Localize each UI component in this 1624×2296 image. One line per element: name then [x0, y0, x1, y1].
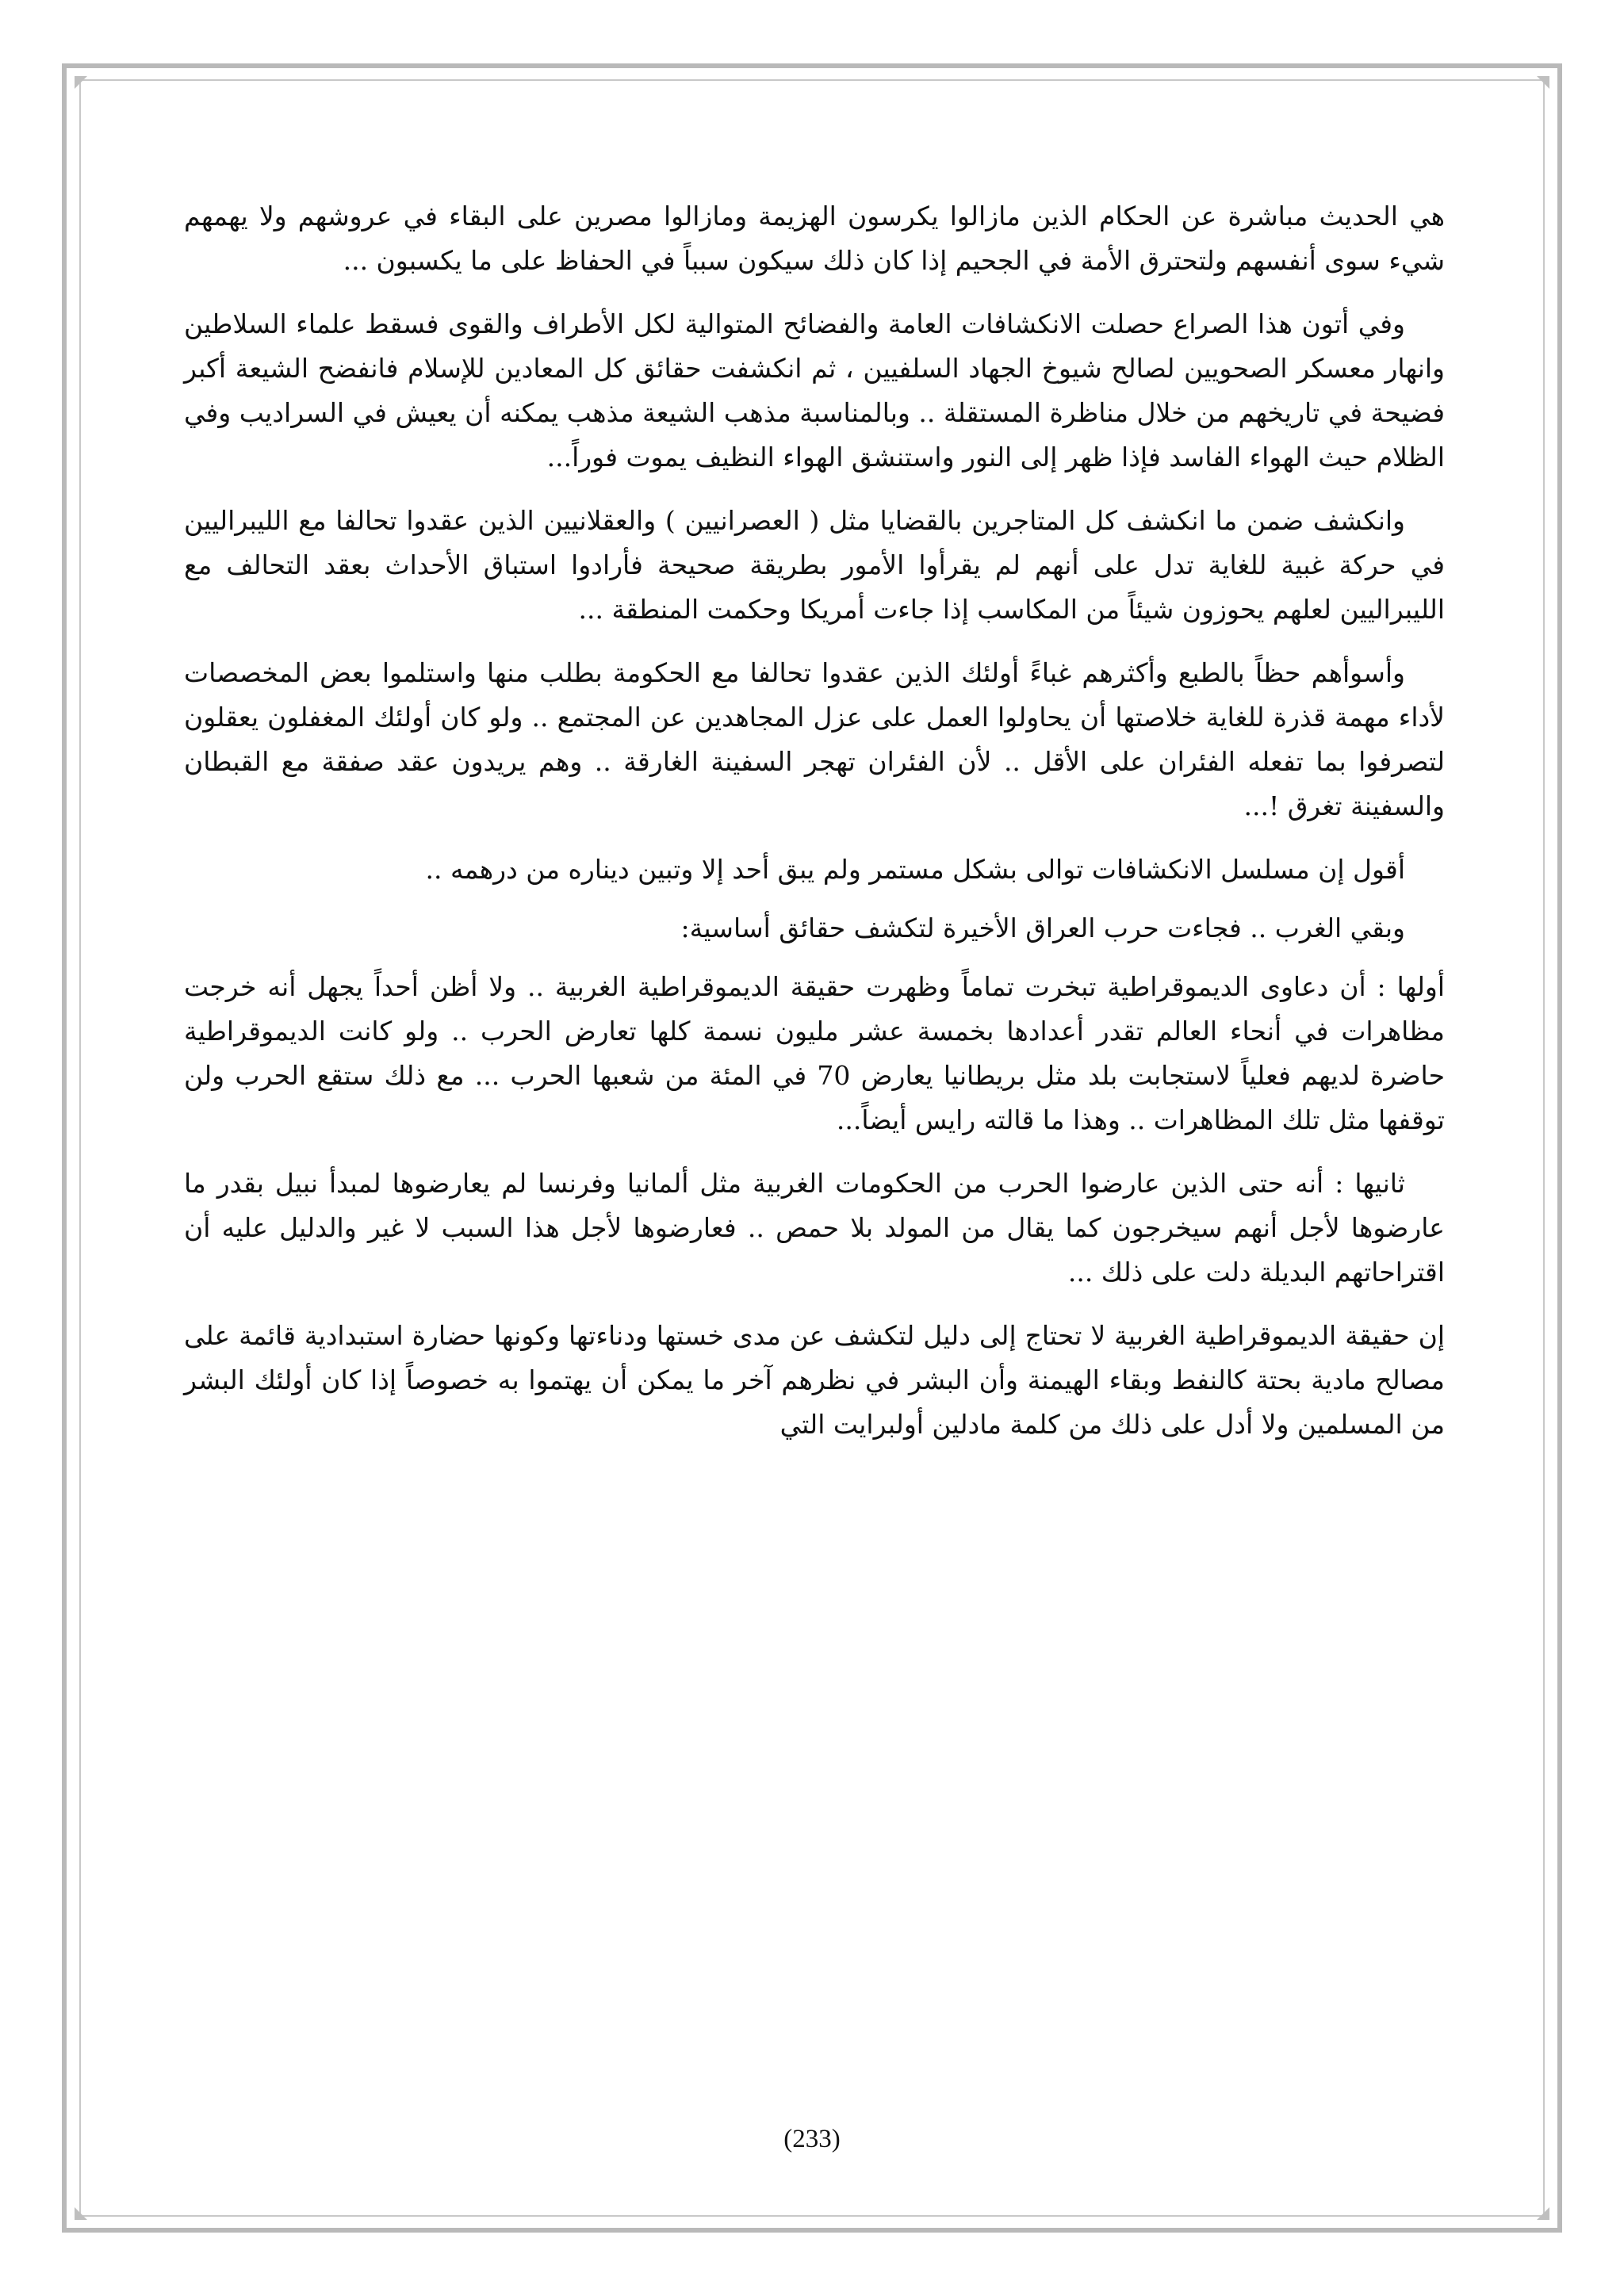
corner-ornament-bottom-right [1537, 2207, 1549, 2220]
corner-ornament-bottom-left [75, 2207, 87, 2220]
paragraph-1: هي الحديث مباشرة عن الحكام الذين مازالوا يكرسون الهزيمة ومازالوا مصرين على البقاء في عروشهم ولا يهمهم شيء سوى أنفسهم ولتحترق الأمة في الجحيم إذا كان ذلك سيكون سبباً في الحفاظ على ما يكسبون ... [184, 201, 1445, 276]
paragraph-8: ثانيها : أنه حتى الذين عارضوا الحرب من الحكومات الغربية مثل ألمانيا وفرنسا لم يعارضوها لمبدأ نبيل بقدر ما عارضوها لأجل أنهم سيخرجون كما يقال من المولد بلا حمص .. فعارضوها لأجل هذا السبب لا غير والدليل عليه أن اقتراحاتهم البديلة دلت على ذلك ... [184, 1168, 1445, 1288]
paragraph-7: أولها : أن دعاوى الديموقراطية تبخرت تماماً وظهرت حقيقة الديموقراطية الغربية .. ولا أظن أحداً يجهل أنه خرجت مظاهرات في أنحاء العالم تقدر أعدادها بخمسة عشر مليون نسمة كلها تعارض الحرب .. ولو كانت الديموقراطية حاضرة لديهم فعلياً لاستجابت بلد مثل بريطانيا يعارض 70 في المئة من شعبها الحرب ... مع ذلك ستقع الحرب ولن توقفها مثل تلك المظاهرات .. وهذا ما قالته رايس أيضاً... [184, 971, 1445, 1135]
corner-ornament-top-right [1537, 76, 1549, 89]
corner-ornament-top-left [75, 76, 87, 89]
paragraph-9: إن حقيقة الديموقراطية الغربية لا تحتاج إلى دليل لتكشف عن مدى خستها ودناءتها وكونها حضارة استبدادية قائمة على مصالح مادية بحتة كالنفط وبقاء الهيمنة وأن البشر في نظرهم آخر ما يمكن أن يهتموا به خصوصاً إذا كان أولئك البشر من المسلمين ولا أدل على ذلك من كلمة مادلين أولبرايت التي [184, 1320, 1445, 1440]
page-number: (233) [783, 2125, 841, 2153]
body-text [184, 194, 1445, 1466]
paragraph-4: وأسوأهم حظاً بالطبع وأكثرهم غباءً أولئك الذين عقدوا تحالفا مع الحكومة بطلب منها واستلموا بعض المخصصات لأداء مهمة قذرة للغاية خلاصتها أن يحاولوا العمل على عزل المجاهدين عن المجتمع .. ولو كان أولئك المغفلون يعقلون لتصرفوا بما تفعله الفئران على الأقل .. لأن الفئران تهجر السفينة الغارقة .. وهم يريدون عقد صفقة مع القبطان والسفينة تغرق !... [184, 657, 1445, 821]
paragraph-5: أقول إن مسلسل الانكشافات توالى بشكل مستمر ولم يبق أحد إلا وتبين ديناره من درهمه .. [425, 854, 1405, 885]
paragraph-2: وفي أتون هذا الصراع حصلت الانكشافات العامة والفضائح المتوالية لكل الأطراف والقوى فسقط علماء السلاطين وانهار معسكر الصحويين لصالح شيوخ الجهاد السلفيين ، ثم انكشفت حقائق كل المعادين للإسلام فانفضح الشيعة أكبر فضيحة في تاريخهم من خلال مناظرة المستقلة .. وبالمناسبة مذهب الشيعة مذهب يمكنه أن يعيش في السراديب وفي الظلام حيث الهواء الفاسد فإذا ظهر إلى النور واستنشق الهواء النظيف يموت فوراً... [184, 308, 1445, 473]
paragraph-3: وانكشف ضمن ما انكشف كل المتاجرين بالقضايا مثل ( العصرانيين ) والعقلانيين الذين عقدوا تحالفا مع الليبراليين في حركة غبية للغاية تدل على أنهم لم يقرأوا الأمور بطريقة صحيحة فأرادوا استباق الأحداث بعقد التحالف مع الليبراليين لعلهم يحوزون شيئاً من المكاسب إذا جاءت أمريكا وحكمت المنطقة ... [184, 505, 1445, 625]
paragraph-6: وبقي الغرب .. فجاءت حرب العراق الأخيرة لتكشف حقائق أساسية: [680, 913, 1405, 943]
